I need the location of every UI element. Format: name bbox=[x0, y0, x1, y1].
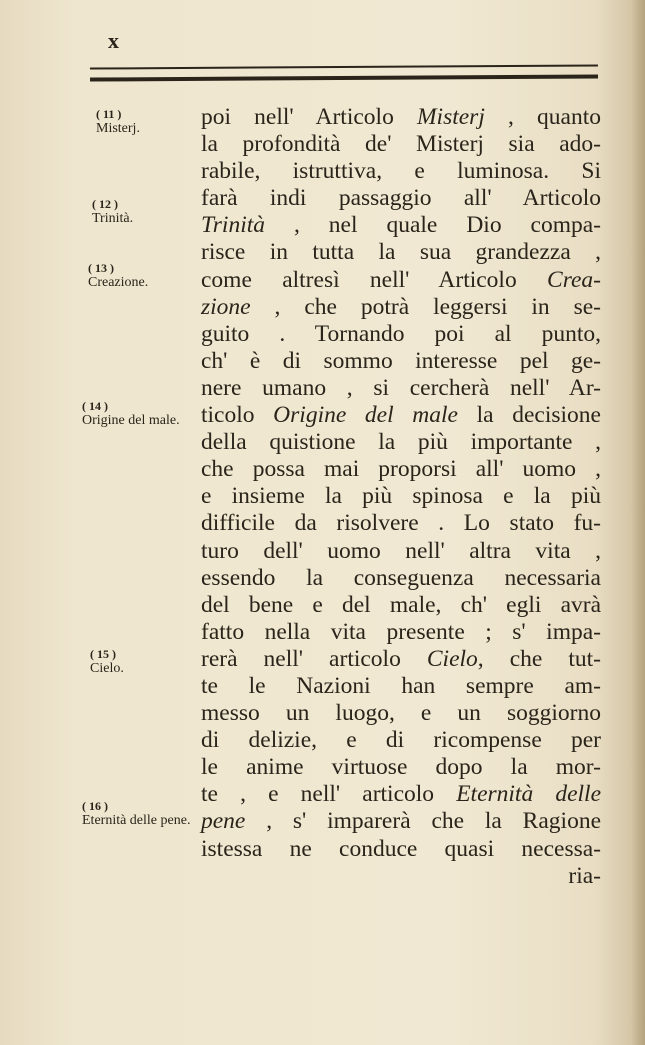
text-line bbox=[201, 239, 601, 266]
text-line bbox=[201, 429, 601, 456]
text-segment: ticolo bbox=[201, 402, 274, 429]
text-line bbox=[201, 538, 601, 565]
text-segment: che possa mai proporsi all' uomo , bbox=[201, 456, 601, 483]
text-line bbox=[201, 185, 601, 212]
text-segment: essendo la conseguenza necessaria bbox=[201, 564, 601, 591]
text-segment: rabile, istruttiva, e luminosa. Si bbox=[201, 158, 601, 185]
margin-note-label: Origine del male. bbox=[82, 413, 180, 429]
text-segment: guito . Tornando poi al punto, bbox=[201, 320, 601, 347]
text-line bbox=[201, 456, 601, 483]
text-line bbox=[201, 863, 601, 890]
text-segment: farà indi passaggio all' Articolo bbox=[201, 185, 601, 212]
italic-term: zione bbox=[201, 293, 251, 320]
italic-term: Misterj bbox=[416, 104, 485, 130]
text-line bbox=[201, 483, 601, 510]
italic-term: Trinità bbox=[201, 212, 266, 239]
italic-term: Crea- bbox=[547, 266, 601, 293]
text-segment: , che tut- bbox=[477, 645, 601, 672]
text-segment: ch' è di sommo interesse pel ge- bbox=[201, 347, 601, 374]
text-line bbox=[201, 104, 601, 131]
italic-term: Eternità delle bbox=[456, 781, 602, 808]
text-segment: del bene e del male, ch' egli avrà bbox=[201, 591, 601, 618]
text-segment: istessa ne conduce quasi necessa- bbox=[201, 835, 601, 862]
text-line bbox=[201, 321, 601, 348]
text-segment: , nel quale Dio compa- bbox=[265, 212, 601, 239]
margin-note-14 bbox=[82, 400, 200, 429]
margin-note-12 bbox=[92, 198, 133, 227]
text-segment: di delizie, e di ricompense per bbox=[201, 727, 601, 754]
text-line bbox=[201, 267, 601, 294]
text-line bbox=[201, 348, 601, 375]
italic-term: Origine del male bbox=[273, 402, 458, 429]
text-line bbox=[201, 727, 601, 754]
margin-note-11 bbox=[96, 108, 140, 137]
body-text bbox=[201, 104, 601, 890]
text-line bbox=[201, 375, 601, 402]
margin-note-16 bbox=[82, 800, 200, 829]
text-line bbox=[201, 402, 601, 429]
text-segment: te , e nell' articolo bbox=[201, 781, 457, 808]
margin-note-number: ( 11 ) bbox=[96, 107, 122, 121]
text-line bbox=[201, 754, 601, 781]
margin-note-number: ( 14 ) bbox=[82, 399, 108, 413]
text-line bbox=[201, 131, 601, 158]
text-segment: come altresì nell' Articolo bbox=[201, 266, 548, 293]
margin-note-label: Creazione. bbox=[88, 275, 149, 291]
text-line bbox=[201, 294, 601, 321]
text-segment: messo un luogo, e un soggiorno bbox=[201, 700, 601, 727]
text-segment: , s' imparerà che la Ragione bbox=[245, 808, 601, 835]
margin-note-number: ( 13 ) bbox=[88, 261, 114, 275]
text-segment: della quistione la più importante , bbox=[201, 429, 601, 456]
text-line bbox=[201, 700, 601, 727]
text-segment: ria- bbox=[568, 862, 601, 889]
text-segment: risce in tutta la sua grandezza , bbox=[201, 239, 601, 266]
text-line bbox=[201, 592, 601, 619]
margin-note-13 bbox=[88, 262, 148, 291]
text-segment: le anime virtuose dopo la mor- bbox=[201, 754, 601, 781]
margin-note-number: ( 15 ) bbox=[90, 647, 116, 661]
margin-note-label: Misterj. bbox=[96, 121, 140, 137]
text-line bbox=[201, 619, 601, 646]
text-line bbox=[201, 808, 601, 835]
text-segment: , quanto bbox=[484, 104, 601, 130]
italic-term: pene bbox=[201, 808, 246, 835]
text-segment: difficile da risolvere . Lo stato fu- bbox=[201, 510, 601, 537]
text-line bbox=[201, 673, 601, 700]
text-line bbox=[201, 836, 601, 863]
text-line bbox=[201, 158, 601, 185]
text-segment: la decisione bbox=[457, 402, 601, 429]
margin-note-number: ( 16 ) bbox=[82, 799, 108, 813]
page-edge-shadow bbox=[631, 0, 645, 1045]
text-line bbox=[201, 565, 601, 592]
text-line bbox=[201, 646, 601, 673]
text-segment: turo dell' uomo nell' altra vita , bbox=[201, 537, 601, 564]
text-line bbox=[201, 510, 601, 537]
margin-note-label: Cielo. bbox=[90, 661, 124, 677]
text-line bbox=[201, 212, 601, 239]
margin-note-label: Trinità. bbox=[92, 211, 134, 227]
text-line bbox=[201, 781, 601, 808]
margin-note-number: ( 12 ) bbox=[92, 197, 118, 211]
text-segment: rerà nell' articolo bbox=[201, 645, 427, 672]
text-segment: poi nell' Articolo bbox=[201, 104, 417, 130]
text-segment: , che potrà leggersi in se- bbox=[250, 293, 601, 320]
text-segment: te le Nazioni han sempre am- bbox=[201, 672, 601, 699]
page-number: x bbox=[108, 28, 120, 53]
margin-note-15 bbox=[90, 648, 124, 677]
italic-term: Cielo bbox=[426, 645, 478, 672]
text-segment: e insieme la più spinosa e la più bbox=[201, 483, 601, 510]
text-segment: la profondità de' Misterj sia ado- bbox=[201, 131, 601, 158]
text-segment: fatto nella vita presente ; s' impa- bbox=[201, 618, 601, 645]
margin-note-label: Eternità delle pene. bbox=[82, 813, 191, 829]
text-segment: nere umano , si cercherà nell' Ar- bbox=[201, 374, 601, 401]
